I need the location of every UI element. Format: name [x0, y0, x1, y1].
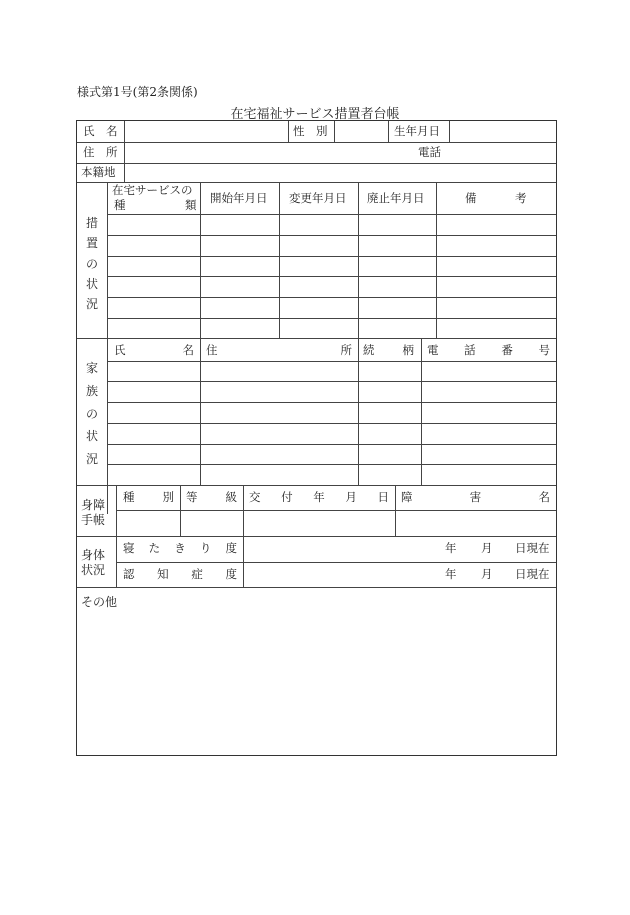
- char: の: [85, 256, 98, 271]
- char: 知: [157, 567, 169, 581]
- rule: [124, 121, 125, 182]
- change-date-header: 変更年月日: [289, 191, 347, 205]
- bedridden-degree-label: [123, 542, 237, 555]
- rule: [388, 121, 389, 142]
- service-type-header-2b: 類: [185, 198, 197, 212]
- char: 等: [186, 490, 198, 504]
- rule: [107, 381, 556, 382]
- rule: [77, 142, 556, 143]
- address-label: 住 所: [83, 145, 118, 159]
- char: 寝: [123, 541, 135, 555]
- rule: [243, 536, 244, 587]
- char: 度: [225, 541, 237, 555]
- family-relation-header: [363, 344, 414, 357]
- bedridden-as-of: 日現在: [515, 541, 550, 555]
- registry-form: [76, 120, 557, 756]
- physical-label-2: 状況: [81, 563, 106, 577]
- bedridden-year: 年: [445, 541, 457, 555]
- char: 度: [225, 567, 237, 581]
- sex-label: 性 別: [293, 124, 328, 138]
- rule: [77, 485, 556, 486]
- char: 害: [469, 490, 482, 504]
- char: 年: [313, 490, 325, 504]
- char: 氏: [114, 343, 126, 357]
- dementia-month: 月: [481, 567, 493, 581]
- char: 柄: [402, 343, 414, 357]
- rule: [116, 562, 556, 563]
- rule: [107, 444, 556, 445]
- char: り: [199, 541, 212, 555]
- disability-label-1: 身障: [81, 498, 106, 512]
- char: 交: [249, 490, 261, 504]
- rule: [436, 182, 437, 338]
- rule: [279, 182, 280, 338]
- char: 措: [85, 216, 98, 230]
- rule: [107, 464, 556, 465]
- rule: [358, 182, 359, 338]
- rule: [107, 361, 556, 362]
- rule: [200, 182, 201, 338]
- char: 番: [501, 343, 513, 357]
- rule: [395, 485, 396, 536]
- rule: [107, 402, 556, 403]
- rule: [116, 536, 117, 587]
- rule: [77, 536, 556, 537]
- char: の: [85, 406, 98, 421]
- remarks-header-b: 考: [515, 191, 527, 205]
- rule: [107, 235, 556, 236]
- start-date-header: 開始年月日: [210, 191, 268, 205]
- char: 名: [538, 490, 550, 504]
- rule: [77, 587, 556, 588]
- rule: [107, 297, 556, 298]
- char: き: [174, 541, 186, 555]
- char: 種: [123, 490, 135, 504]
- char: 住: [206, 343, 218, 357]
- phone-label: 電話: [418, 145, 441, 159]
- bedridden-month: 月: [481, 541, 493, 555]
- char: 付: [281, 490, 293, 504]
- form-number: 様式第1号(第2条関係): [77, 85, 198, 99]
- service-type-header-1: 在宅サービスの: [112, 183, 193, 197]
- char: 況: [85, 297, 98, 311]
- char: 話: [464, 343, 476, 357]
- family-phone-header: [427, 344, 550, 357]
- char: 状: [85, 429, 98, 444]
- char: 状: [85, 276, 98, 291]
- char: 級: [225, 490, 237, 504]
- rule: [77, 338, 556, 339]
- form-title: 在宅福祉サービス措置者台帳: [230, 107, 400, 122]
- rule: [243, 485, 244, 536]
- issue-date-header: [249, 491, 389, 504]
- domicile-label: 本籍地: [81, 165, 116, 179]
- rule: [334, 121, 335, 142]
- char: 況: [85, 452, 98, 466]
- char: 続: [363, 343, 375, 357]
- rule: [449, 121, 450, 142]
- dementia-year: 年: [445, 567, 457, 581]
- name-label: 氏 名: [83, 124, 118, 138]
- other-label: その他: [81, 595, 118, 609]
- char: 別: [162, 490, 174, 504]
- end-date-header: 廃止年月日: [367, 191, 425, 205]
- measures-side-label: [83, 214, 101, 312]
- char: 認: [123, 567, 135, 581]
- rule: [107, 276, 556, 277]
- rule: [107, 318, 556, 319]
- char: 家: [85, 361, 98, 375]
- rule: [180, 485, 181, 536]
- char: 日: [377, 490, 389, 504]
- char: た: [148, 541, 161, 555]
- char: 族: [85, 383, 98, 398]
- char: 所: [340, 343, 352, 357]
- family-side-label: [83, 359, 101, 467]
- char: 置: [85, 236, 98, 251]
- char: 電: [427, 343, 439, 357]
- disability-type-header: [123, 491, 174, 504]
- rule: [116, 510, 556, 511]
- family-name-header: [114, 344, 194, 357]
- birthdate-label: 生年月日: [394, 124, 440, 138]
- disability-label-2: 手帳: [81, 513, 106, 527]
- rule: [107, 256, 556, 257]
- rule: [77, 163, 556, 164]
- physical-label-1: 身体: [81, 548, 106, 562]
- remarks-header-a: 備: [465, 191, 477, 205]
- rule: [288, 121, 289, 142]
- char: 症: [191, 567, 203, 581]
- service-type-header-2a: 種: [114, 198, 126, 212]
- family-address-header: [206, 344, 352, 357]
- rule: [116, 485, 117, 536]
- char: 月: [345, 490, 357, 504]
- disability-grade-header: [186, 491, 237, 504]
- char: 名: [182, 343, 194, 357]
- rule: [107, 214, 556, 215]
- dementia-degree-label: [123, 568, 237, 581]
- dementia-as-of: 日現在: [515, 567, 550, 581]
- char: 障: [401, 490, 413, 504]
- char: 号: [538, 343, 550, 357]
- rule: [107, 423, 556, 424]
- disability-name-header: [401, 491, 550, 504]
